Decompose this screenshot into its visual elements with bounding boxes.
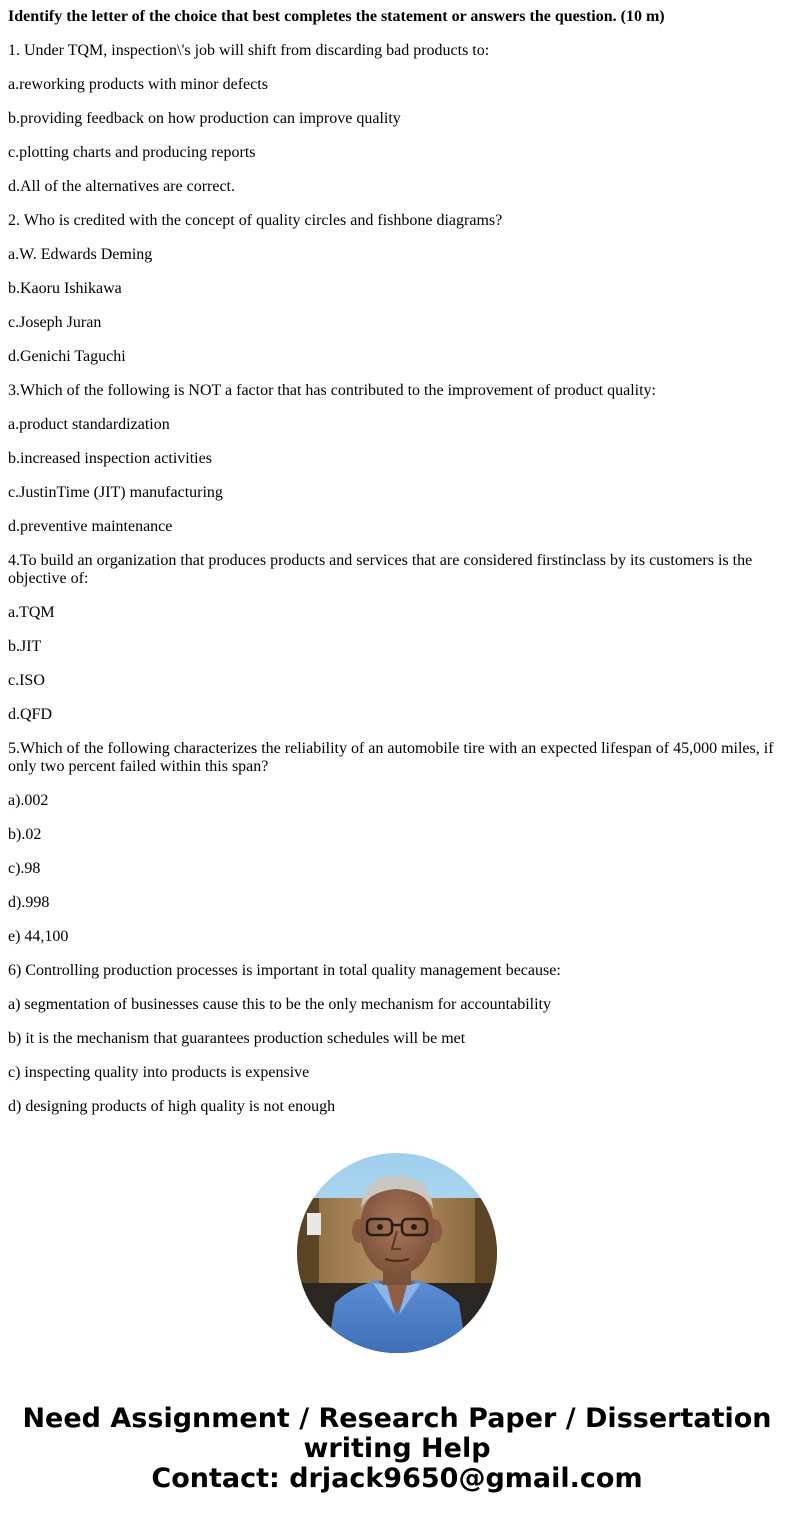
question-text: 4.To build an organization that produces products and services that are considered firstinclass by its customers is the objective of:: [8, 552, 753, 587]
question-5: [8, 740, 786, 946]
question-text: 3.Which of the following is NOT a factor that has contributed to the improvement of product quality:: [8, 382, 656, 399]
answer-option: c.JustinTime (JIT) manufacturing: [8, 484, 223, 501]
answer-option: d.Genichi Taguchi: [8, 348, 126, 365]
answer-option: a) segmentation of businesses cause this to be the only mechanism for accountability: [8, 996, 551, 1013]
promo-contact: Contact: drjack9650@gmail.com: [151, 1463, 643, 1494]
answer-option: a.W. Edwards Deming: [8, 246, 153, 263]
question-3: [8, 382, 786, 536]
answer-option: c).98: [8, 860, 41, 877]
answer-option: d.preventive maintenance: [8, 518, 173, 535]
avatar-portrait-image: [297, 1153, 497, 1353]
author-avatar: [297, 1153, 497, 1353]
question-text: 6) Controlling production processes is important in total quality management because:: [8, 962, 561, 979]
question-4: [8, 552, 786, 724]
answer-option: d).998: [8, 894, 50, 911]
answer-option: a.TQM: [8, 604, 55, 621]
question-1: [8, 42, 786, 196]
answer-option: a).002: [8, 792, 49, 809]
question-text: 5.Which of the following characterizes the reliability of an automobile tire with an expected lifespan of 45,000 miles, if only two percent failed within this span?: [8, 740, 774, 775]
answer-option: b).02: [8, 826, 42, 843]
answer-option: a.product standardization: [8, 416, 170, 433]
answer-option: c) inspecting quality into products is expensive: [8, 1064, 310, 1081]
promo-banner: [0, 1404, 794, 1494]
answer-option: c.Joseph Juran: [8, 314, 102, 331]
answer-option: e) 44,100: [8, 928, 69, 945]
promo-line-1: Need Assignment / Research Paper / Dissertation: [22, 1403, 772, 1434]
answer-option: b.providing feedback on how production can improve quality: [8, 110, 401, 127]
answer-option: b.increased inspection activities: [8, 450, 212, 467]
answer-option: d.QFD: [8, 706, 53, 723]
question-text: 2. Who is credited with the concept of quality circles and fishbone diagrams?: [8, 212, 503, 229]
question-text: 1. Under TQM, inspection\'s job will shift from discarding bad products to:: [8, 42, 490, 59]
promo-line-2: writing Help: [303, 1433, 491, 1464]
question-6: [8, 962, 786, 1116]
answer-option: a.reworking products with minor defects: [8, 76, 268, 93]
answer-option: c.plotting charts and producing reports: [8, 144, 256, 161]
answer-option: c.ISO: [8, 672, 45, 689]
answer-option: b) it is the mechanism that guarantees production schedules will be met: [8, 1030, 466, 1047]
question-2: [8, 212, 786, 366]
answer-option: b.Kaoru Ishikawa: [8, 280, 122, 297]
document-body: [8, 8, 786, 1132]
instructions-heading: Identify the letter of the choice that best completes the statement or answers the question. (10 m): [8, 8, 665, 25]
answer-option: d.All of the alternatives are correct.: [8, 178, 235, 195]
answer-option: d) designing products of high quality is not enough: [8, 1098, 336, 1115]
answer-option: b.JIT: [8, 638, 42, 655]
